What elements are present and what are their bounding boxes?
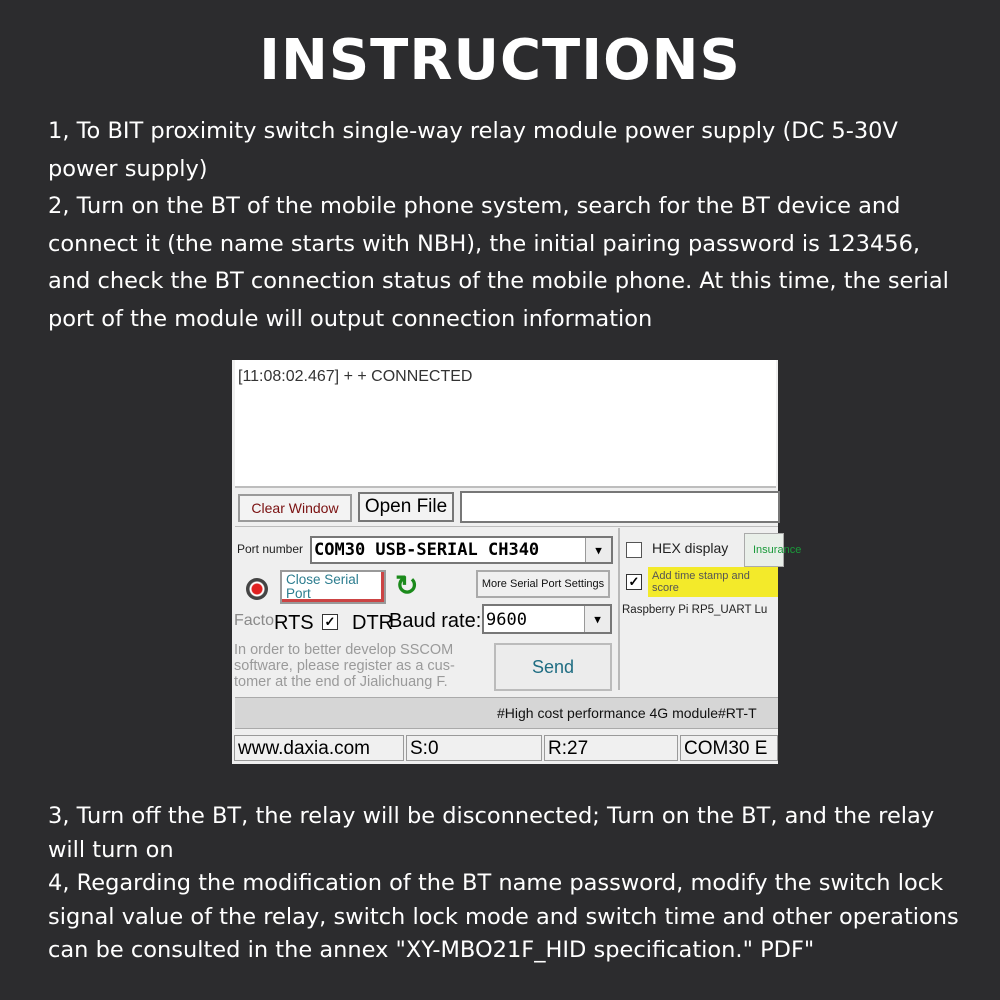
instructions-top bbox=[48, 113, 968, 338]
receive-area[interactable] bbox=[235, 360, 776, 488]
status-sent: S:0 bbox=[406, 735, 542, 761]
open-file-button[interactable]: Open File bbox=[358, 492, 454, 522]
status-received: R:27 bbox=[544, 735, 678, 761]
step-2: 2, Turn on the BT of the mobile phone system, search for the BT device and connect it (the name starts with NBH), the initial pairing password is 123456, and check the BT connection status of the mobile phone. At this time, the serial port of the module will output connection information bbox=[48, 193, 949, 332]
factory-label: Facto bbox=[234, 612, 275, 629]
register-line-1: In order to better develop SSCOM bbox=[234, 642, 454, 658]
hex-display-checkbox[interactable] bbox=[626, 542, 642, 558]
register-line-2: software, please register as a cus- bbox=[234, 658, 455, 674]
port-select[interactable] bbox=[310, 536, 613, 564]
more-serial-settings-button[interactable]: More Serial Port Settings bbox=[476, 570, 610, 598]
register-line-3: tomer at the end of Jialichuang F. bbox=[234, 674, 448, 690]
timestamp-line-1: Add time stamp and bbox=[652, 570, 750, 582]
status-url[interactable]: www.daxia.com bbox=[234, 735, 404, 761]
status-port: COM30 E bbox=[680, 735, 778, 761]
baud-rate-value: 9600 bbox=[486, 610, 527, 630]
send-button[interactable]: Send bbox=[494, 643, 612, 691]
close-serial-port-button[interactable]: Close Serial Port bbox=[280, 570, 386, 604]
instructions-bottom bbox=[48, 800, 968, 968]
baud-rate-select[interactable] bbox=[482, 604, 612, 634]
dtr-label: DTR bbox=[352, 612, 394, 634]
baud-rate-label: Baud rate: bbox=[389, 610, 482, 632]
rts-checkbox[interactable]: ✓ bbox=[322, 614, 338, 630]
clear-window-button[interactable]: Clear Window bbox=[238, 494, 352, 522]
chevron-down-icon[interactable]: ▼ bbox=[584, 606, 610, 632]
receive-text: [11:08:02.467] + + CONNECTED bbox=[238, 368, 473, 385]
timestamp-line-2: score bbox=[652, 582, 679, 594]
refresh-icon[interactable]: ↻ bbox=[395, 570, 419, 601]
notice-bar bbox=[235, 697, 778, 729]
insurance-button[interactable]: Insurance bbox=[744, 533, 784, 567]
hex-display-label: HEX display bbox=[652, 540, 729, 556]
sscom-window bbox=[232, 360, 802, 764]
timestamp-option[interactable] bbox=[648, 567, 778, 597]
rts-label: RTS bbox=[274, 612, 314, 634]
ad-text: Raspberry Pi RP5_UART Lu bbox=[622, 604, 768, 616]
step-4: 4, Regarding the modification of the BT name password, modify the switch lock signal value of the relay, switch lock mode and switch time and other operations can be consulted in the annex "XY-MBO21F_HID specification." PDF" bbox=[48, 870, 959, 963]
page-title: INSTRUCTIONS bbox=[259, 28, 741, 93]
divider bbox=[235, 526, 778, 527]
vertical-divider bbox=[618, 528, 620, 690]
notice-text[interactable]: #High cost performance 4G module#RT-T bbox=[497, 705, 757, 721]
port-value: COM30 USB-SERIAL CH340 bbox=[314, 540, 540, 560]
port-number-label: Port number bbox=[237, 542, 304, 556]
step-1: 1, To BIT proximity switch single-way relay module power supply (DC 5-30V power supply) bbox=[48, 118, 898, 182]
step-3: 3, Turn off the BT, the relay will be disconnected; Turn on the BT, and the relay will turn on bbox=[48, 803, 935, 863]
register-notice bbox=[234, 642, 484, 690]
timestamp-checkbox[interactable]: ✓ bbox=[626, 574, 642, 590]
file-path-input[interactable] bbox=[460, 491, 780, 523]
record-icon bbox=[246, 578, 268, 600]
chevron-down-icon[interactable]: ▼ bbox=[585, 538, 611, 562]
status-bar bbox=[232, 733, 778, 764]
